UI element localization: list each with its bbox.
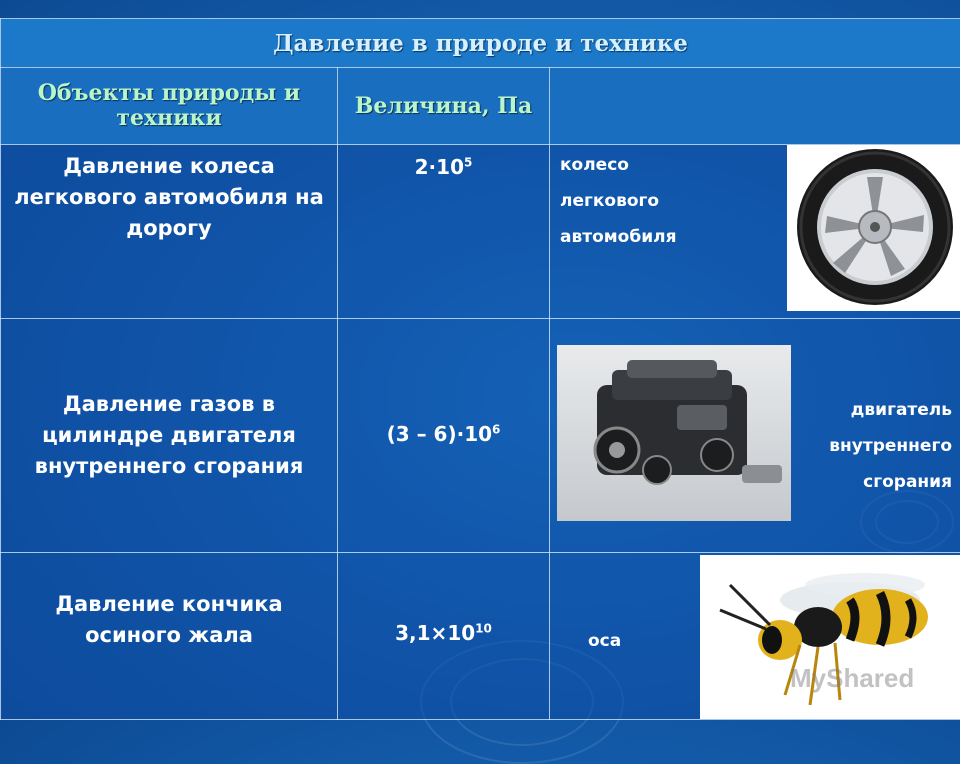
table-row — [1, 553, 960, 720]
value-cell — [338, 145, 550, 319]
column-header-objects: Объекты природы и техники — [1, 68, 338, 145]
object-cell — [1, 553, 338, 720]
object-description: Давление газов в цилиндре двигателя внутреннего сгорания — [1, 389, 337, 482]
image-caption: колесо легкового автомобиля — [560, 147, 710, 255]
pressure-table — [0, 18, 960, 720]
pressure-value: $(3 - 6)\cdot 10^6$ — [338, 422, 549, 450]
value-cell — [338, 553, 550, 720]
illustration-cell — [550, 319, 960, 553]
value-cell — [338, 319, 550, 553]
image-caption: оса — [588, 623, 621, 659]
object-cell — [1, 319, 338, 553]
table-row — [1, 145, 960, 319]
table-title: Давление в природе и технике — [1, 19, 960, 68]
image-caption: двигатель внутреннего сгорания — [762, 392, 952, 500]
pressure-value: $3,1\times 10^{10}$ — [338, 553, 549, 645]
watermark-text: MyShared — [790, 663, 914, 694]
illustration-cell — [550, 145, 960, 319]
engine-photo — [557, 345, 791, 521]
wasp-photo — [700, 555, 960, 720]
car-wheel-photo — [787, 145, 960, 311]
column-header-value: Величина, Па — [338, 68, 550, 145]
object-description: Давление кончика осиного жала — [1, 553, 337, 651]
column-header-illustration — [550, 68, 960, 145]
illustration-cell — [550, 553, 960, 720]
object-description: Давление колеса легкового автомобиля на дорогу — [1, 145, 337, 244]
object-cell — [1, 145, 338, 319]
pressure-value: $2\cdot 10^5$ — [338, 145, 549, 179]
table-row — [1, 319, 960, 553]
